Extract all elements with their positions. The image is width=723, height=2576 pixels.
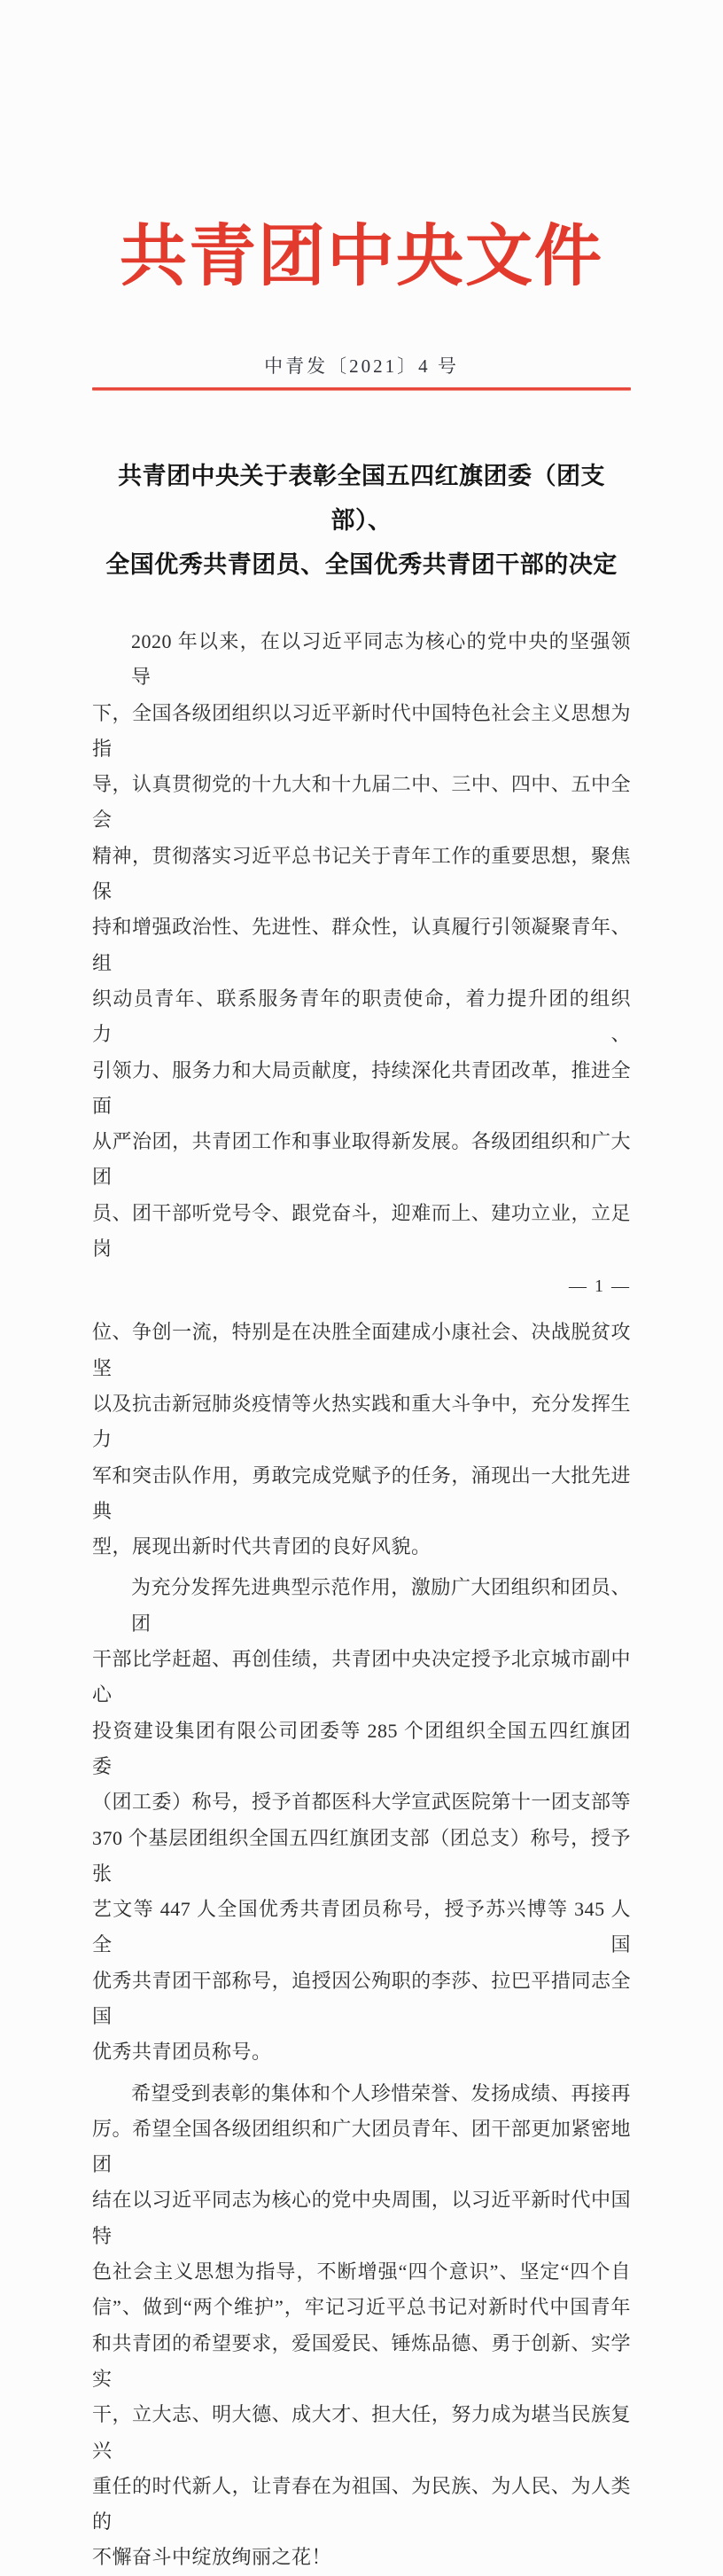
body-line: 为充分发挥先进典型示范作用，激励广大团组织和团员、团 (131, 1576, 631, 1635)
body-line: 希望受到表彰的集体和个人珍惜荣誉、发扬成绩、再接再 (131, 2081, 631, 2104)
decision-title (92, 454, 631, 587)
body-line: 优秀共青团员称号。 (92, 2041, 272, 2064)
body-line: 干，立大志、明大德、成大才、担大任，努力成为堪当民族复兴 (92, 2403, 631, 2462)
body-line: 以及抗击新冠肺炎疫情等火热实践和重大斗争中，充分发挥生力 (92, 1392, 631, 1451)
body-line: 结在以习近平同志为核心的党中央周围，以习近平新时代中国特 (92, 2189, 631, 2247)
body-line: （团工委）称号，授予首都医科大学宣武医院第十一团支部等 (92, 1791, 631, 1814)
body-line: 投资建设集团有限公司团委等 285 个团组织全国五四红旗团委 (92, 1719, 631, 1777)
body-line: 持和增强政治性、先进性、群众性，认真履行引领凝聚青年、组 (92, 916, 631, 974)
body-line: 不懈奋斗中绽放绚丽之花！ (92, 2546, 332, 2569)
body-line: 优秀共青团干部称号，追授因公殉职的李莎、拉巴平措同志全国 (92, 1969, 631, 2027)
body-line: 织动员青年、联系服务青年的职责使命，着力提升团的组织力、 (92, 987, 631, 1046)
body-line: 艺文等 447 人全国优秀共青团员称号，授予苏兴博等 345 人全国 (92, 1898, 631, 1956)
paragraph-hope (92, 2076, 631, 2576)
body-line: 型，展现出新时代共青团的良好风貌。 (92, 1535, 431, 1558)
red-divider-rule (92, 387, 631, 390)
paragraph-awards (92, 1570, 631, 2070)
paragraph-continuation (92, 1315, 631, 1565)
body-line: 厉。希望全国各级团组织和广大团员青年、团干部更加紧密地团 (92, 2117, 631, 2176)
body-page2 (92, 1315, 631, 2575)
body-line: 和共青团的希望要求，爱国爱民、锤炼品德、勇于创新、实学实 (92, 2331, 631, 2390)
body-line: 军和突击队作用，勇敢完成党赋予的任务，涌现出一大批先进典 (92, 1464, 631, 1522)
body-line: 引领力、服务力和大局贡献度，持续深化共青团改革，推进全面 (92, 1058, 631, 1117)
body-line: 位、争创一流，特别是在决胜全面建成小康社会、决战脱贫攻坚 (92, 1321, 631, 1379)
body-line: 导，认真贯彻党的十九大和十九届二中、三中、四中、五中全会 (92, 773, 631, 831)
body-line: 员、团干部听党号令、跟党奋斗，迎难而上、建功立业，立足岗 (92, 1201, 631, 1261)
decision-title-line1: 共青团中央关于表彰全国五四红旗团委（团支部）、 (118, 463, 605, 534)
body-line: 信”、做到“两个维护”，牢记习近平总书记对新时代中国青年 (92, 2296, 631, 2319)
body-line: 精神，贯彻落实习近平总书记关于青年工作的重要思想，聚焦保 (92, 844, 631, 903)
document-page (0, 218, 723, 2569)
org-title: 共青团中央文件 (120, 220, 603, 294)
body-line: 从严治团，共青团工作和事业取得新发展。各级团组织和广大团 (92, 1130, 631, 1189)
body-line: 下，全国各级团组织以习近平新时代中国特色社会主义思想为指 (92, 701, 631, 760)
body-line: 370 个基层团组织全国五四红旗团支部（团总支）称号，授予张 (92, 1826, 631, 1885)
body-line: 2020 年以来，在以习近平同志为核心的党中央的坚强领导 (131, 630, 631, 689)
body-line: 重任的时代新人，让青春在为祖国、为民族、为人民、为人类的 (92, 2474, 631, 2533)
page-number: — 1 — (569, 1276, 631, 1297)
decision-title-line2: 全国优秀共青团员、全国优秀共青团干部的决定 (105, 551, 618, 578)
body-page1 (92, 624, 631, 1267)
body-line: 色社会主义思想为指导，不断增强“四个意识”、坚定“四个自 (92, 2260, 631, 2283)
body-line: 干部比学赶超、再创佳绩，共青团中央决定授予北京城市副中心 (92, 1648, 631, 1706)
doc-number: 中青发〔2021〕4 号 (264, 355, 459, 377)
document-content (92, 218, 631, 2576)
